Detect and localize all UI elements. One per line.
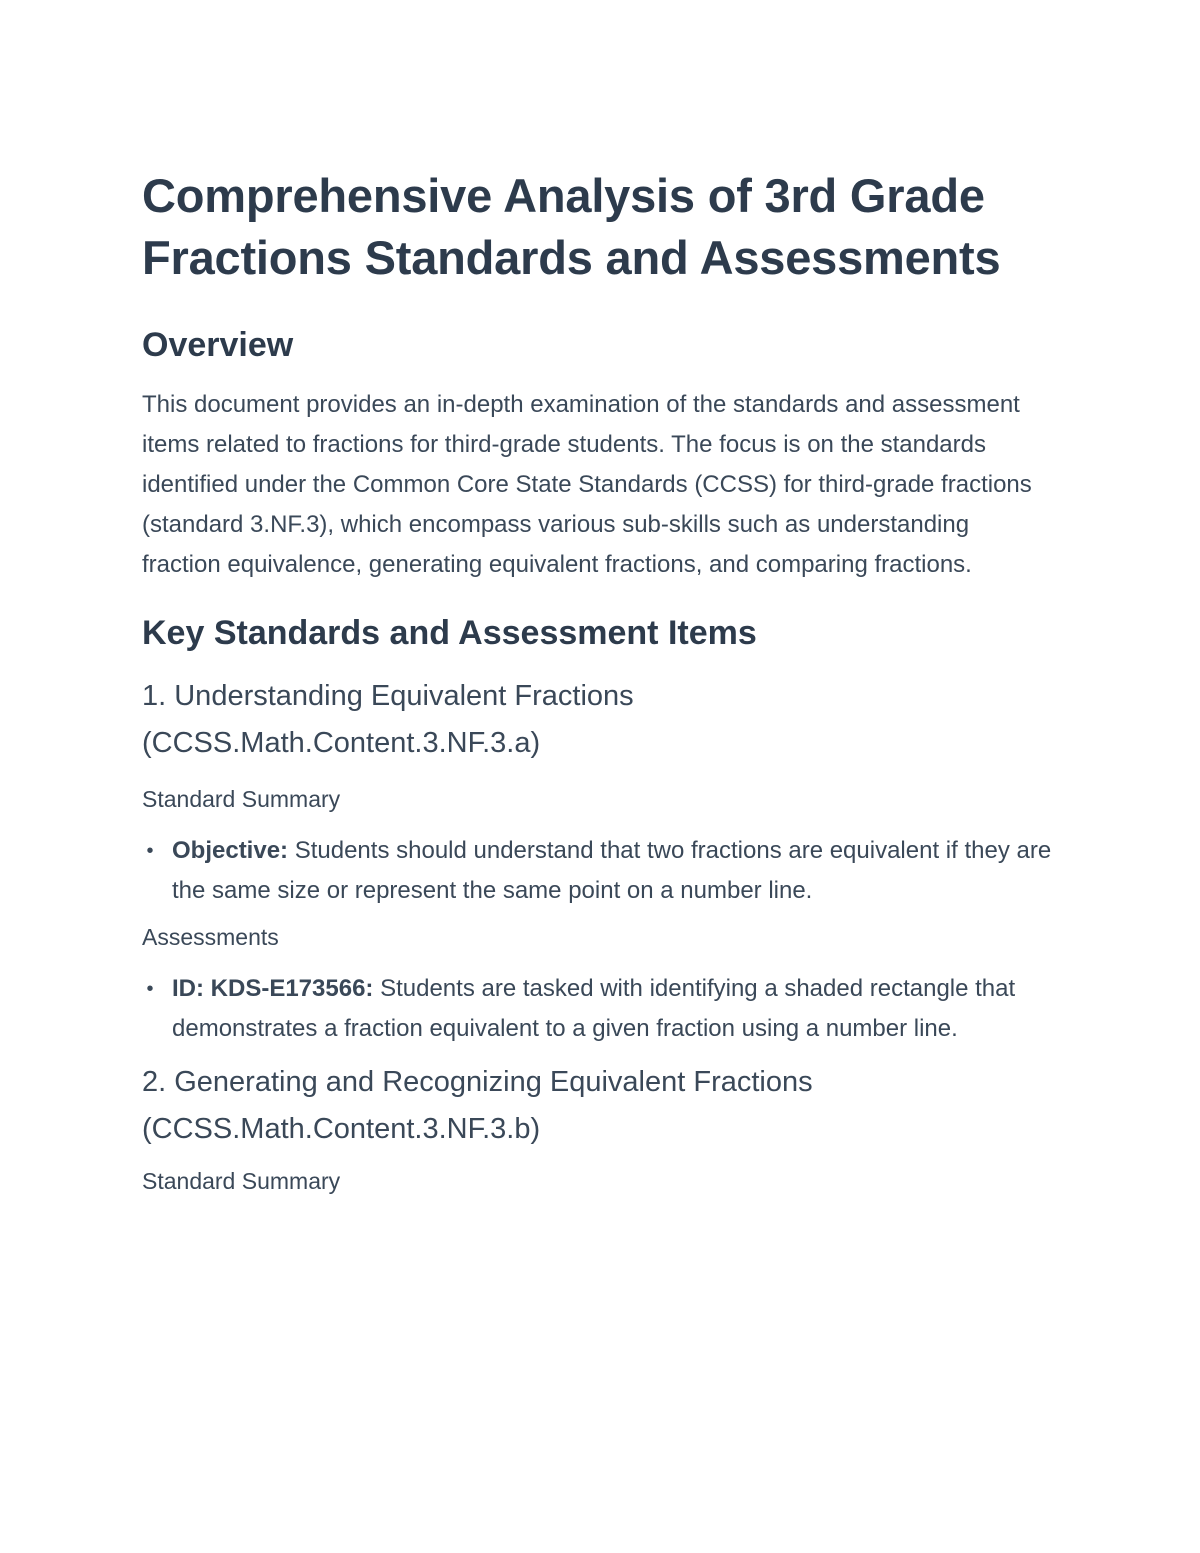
objective-list-item — [142, 831, 1052, 911]
assessment-list-item — [142, 969, 1052, 1049]
standard-1-summary-label: Standard Summary — [142, 786, 341, 812]
standard-2-heading-line1: 2. Generating and Recognizing Equivalent Fractions — [142, 1066, 813, 1098]
document-page — [142, 165, 1052, 1199]
standard-1-assessments-list — [142, 969, 1052, 1049]
standard-2-heading — [142, 1059, 1052, 1153]
assessment-text: Students are tasked with identifying a shaded rectangle that demonstrates a fraction equivalent to a given fraction using a number line. — [172, 975, 1016, 1042]
standard-section-2 — [142, 1059, 1052, 1199]
standard-1-heading-line2: (CCSS.Math.Content.3.NF.3.a) — [142, 727, 541, 759]
document-title: Comprehensive Analysis of 3rd Grade Fractions Standards and Assessments — [142, 169, 1001, 284]
standard-1-heading-line1: 1. Understanding Equivalent Fractions — [142, 680, 634, 712]
objective-label: Objective: — [172, 837, 289, 864]
overview-paragraph: This document provides an in-depth examination of the standards and assessment items related to fractions for third-grade students. The focus is on the standards identified under the Common Core State Standards (CCSS) for third-grade fractions (standard 3.NF.3), which encompass various sub-skills such as understanding fraction equivalence, generating equivalent fractions, and comparing fractions. — [142, 391, 1032, 578]
key-standards-heading: Key Standards and Assessment Items — [142, 614, 757, 652]
standard-2-heading-line2: (CCSS.Math.Content.3.NF.3.b) — [142, 1113, 541, 1145]
standard-2-summary-label: Standard Summary — [142, 1168, 341, 1194]
standard-1-summary-list — [142, 831, 1052, 911]
bullet-icon: • — [146, 978, 154, 1000]
standard-1-assessments-label: Assessments — [142, 924, 279, 950]
standard-1-heading — [142, 673, 1052, 767]
overview-heading: Overview — [142, 326, 294, 364]
objective-text: Students should understand that two fractions are equivalent if they are the same size or represent the same point on a number line. — [172, 837, 1052, 904]
bullet-icon: • — [146, 840, 154, 862]
assessment-id: ID: KDS-E173566: — [172, 975, 374, 1002]
standard-section-1 — [142, 673, 1052, 1049]
